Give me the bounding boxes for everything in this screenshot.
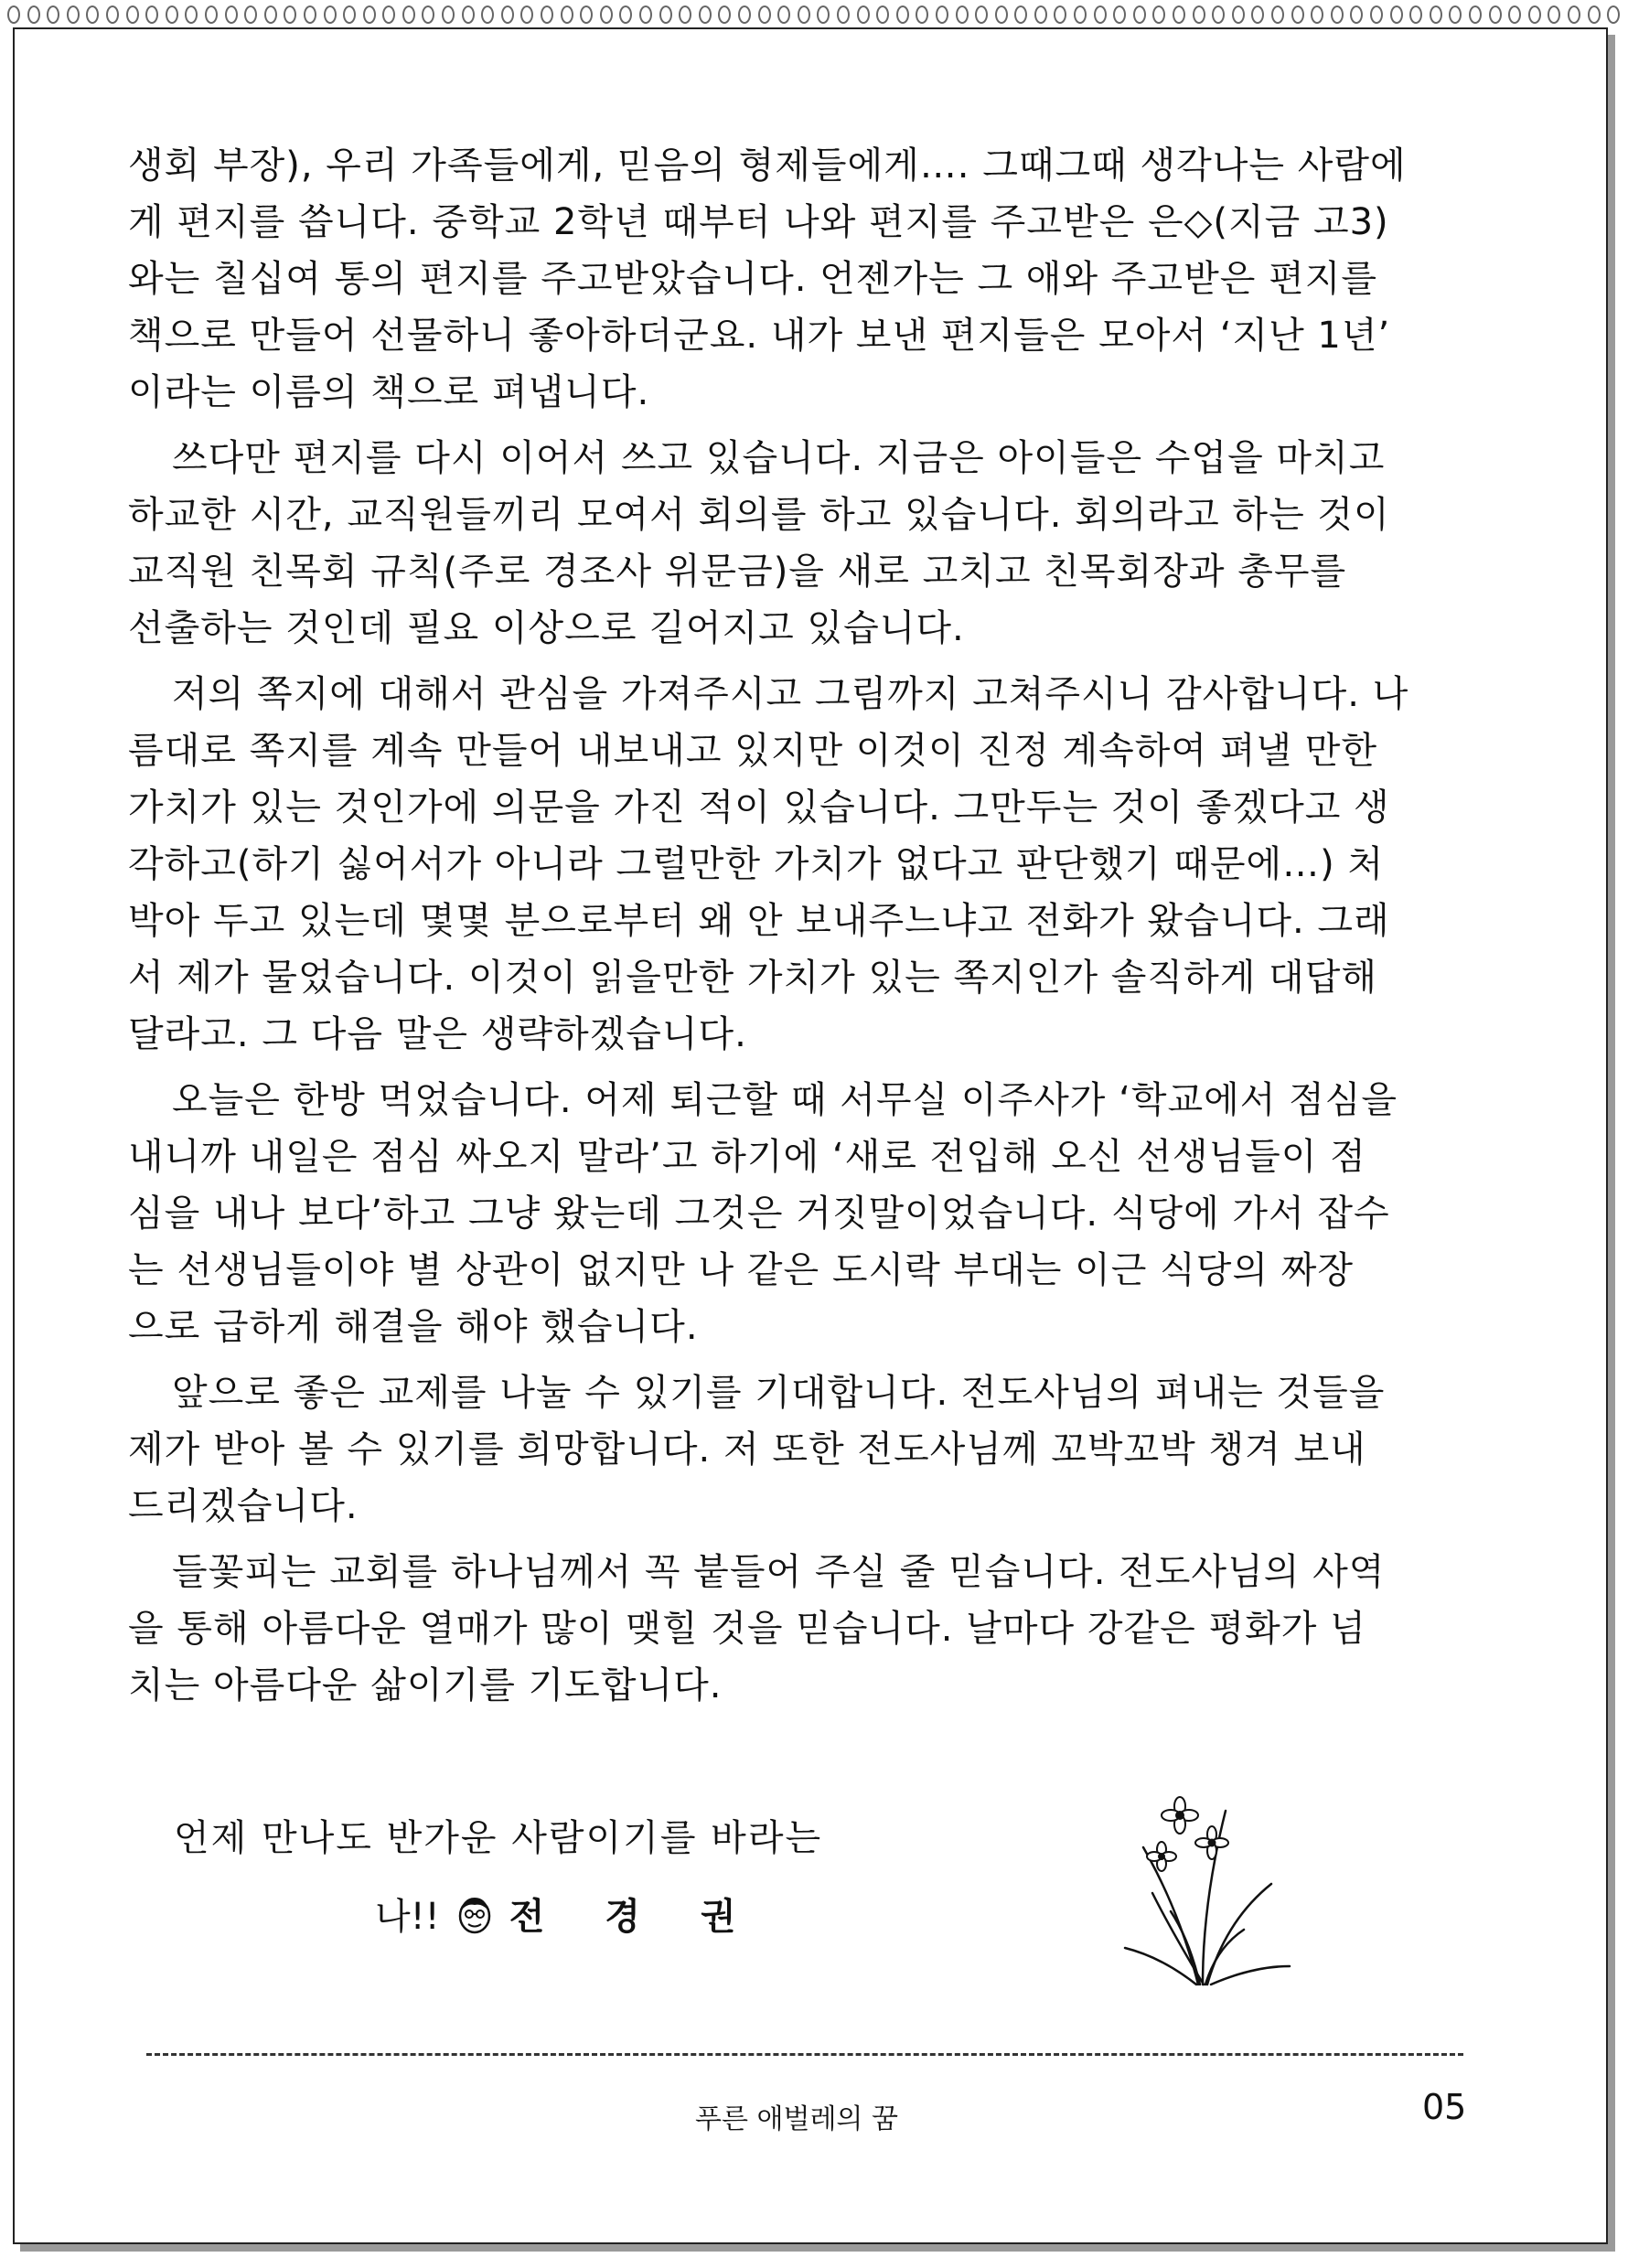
text-line: 앞으로 좋은 교제를 나눌 수 있기를 기대합니다. 전도사님의 펴내는 것들을 (172, 1372, 1386, 1414)
spiral-ring (857, 5, 870, 24)
spiral-ring (402, 5, 415, 24)
spiral-ring (244, 5, 257, 24)
footer-title: 푸른 애벌레의 꿈 (695, 2103, 898, 2135)
spiral-ring (1350, 5, 1363, 24)
letter-body (128, 137, 1500, 1723)
paragraph (128, 137, 1500, 421)
spiral-ring (264, 5, 277, 24)
spiral-ring (1054, 5, 1066, 24)
spiral-ring (1173, 5, 1185, 24)
text-line: 름대로 쪽지를 계속 만들어 내보내고 있지만 이것이 진정 계속하여 펴낼 만한 (128, 730, 1377, 772)
spiral-ring (817, 5, 830, 24)
text-line: 저의 쪽지에 대해서 관심을 가져주시고 그림까지 고쳐주시니 감사합니다. 나 (172, 673, 1409, 715)
spiral-ring (166, 5, 178, 24)
text-line: 와는 칠십여 통의 편지를 주고받았습니다. 언젠가는 그 애와 주고받은 편지를 (128, 258, 1377, 300)
spiral-ring (896, 5, 909, 24)
spiral-ring (1291, 5, 1304, 24)
spiral-ring (1212, 5, 1225, 24)
spiral-ring (1607, 5, 1620, 24)
text-line: 이라는 이름의 책으로 펴냅니다. (128, 371, 650, 413)
spiral-ring (284, 5, 296, 24)
text-line: 제가 받아 볼 수 있기를 희망합니다. 저 또한 전도사님께 꼬박꼬박 챙겨 보내 (128, 1428, 1366, 1471)
text-line: 달라고. 그 다음 말은 생략하겠습니다. (128, 1013, 747, 1055)
spiral-ring (126, 5, 139, 24)
paragraph (128, 1072, 1500, 1355)
spiral-ring (225, 5, 238, 24)
spiral-ring (916, 5, 928, 24)
spiral-ring (580, 5, 593, 24)
spiral-ring (936, 5, 948, 24)
spiral-ring (67, 5, 80, 24)
paragraph (128, 666, 1500, 1063)
text-line: 서 제가 물었습니다. 이것이 읽을만한 가치가 있는 쪽지인가 솔직하게 대답해 (128, 957, 1377, 999)
spiral-ring (1370, 5, 1383, 24)
text-line: 들꽃피는 교회를 하나님께서 꼭 붙들어 주실 줄 믿습니다. 전도사님의 사역 (172, 1551, 1386, 1593)
signature-name: 전 경 권 (509, 1896, 760, 1938)
spiral-ring (956, 5, 969, 24)
footer-divider (146, 2053, 1463, 2056)
spiral-ring (1588, 5, 1601, 24)
face-icon (456, 1894, 493, 1934)
spiral-ring (86, 5, 99, 24)
spiral-ring (422, 5, 434, 24)
text-line: 심을 내나 보다’하고 그냥 왔는데 그것은 거짓말이었습니다. 식당에 가서 잡수 (128, 1193, 1390, 1235)
text-line: 으로 급하게 해결을 해야 했습니다. (128, 1306, 699, 1348)
spiral-ring (47, 5, 59, 24)
spiral-ring (1271, 5, 1284, 24)
spiral-ring (758, 5, 771, 24)
spiral-ring (1548, 5, 1560, 24)
text-line: 쓰다만 편지를 다시 이어서 쓰고 있습니다. 지금은 아이들은 수업을 마치고 (172, 437, 1386, 479)
spiral-ring (561, 5, 573, 24)
spiral-ring (876, 5, 889, 24)
spiral-ring (837, 5, 850, 24)
spiral-ring (1113, 5, 1126, 24)
spiral-ring (205, 5, 218, 24)
spiral-ring (798, 5, 810, 24)
spiral-ring (619, 5, 632, 24)
spiral-ring (995, 5, 1008, 24)
spiral-ring (27, 5, 40, 24)
text-line: 내니까 내일은 점심 싸오지 말라’고 하기에 ‘새로 전입해 오신 선생님들이 점 (128, 1136, 1366, 1178)
signature-prefix: 나!! (375, 1896, 440, 1938)
text-line: 드리겠습니다. (128, 1485, 359, 1527)
spiral-ring (1251, 5, 1264, 24)
spiral-ring (1390, 5, 1403, 24)
spiral-ring (442, 5, 455, 24)
paragraph (128, 1364, 1500, 1535)
text-line: 각하고(하기 싫어서가 아니라 그럴만한 가치가 없다고 판단했기 때문에…) 처 (128, 843, 1385, 885)
spiral-ring (1094, 5, 1107, 24)
spiral-ring (304, 5, 316, 24)
spiral-ring (501, 5, 514, 24)
spiral-ring (541, 5, 553, 24)
spiral-ring (777, 5, 790, 24)
closing-line: 언제 만나도 반가운 사람이기를 바라는 (174, 1817, 823, 1859)
text-line: 책으로 만들어 선물하니 좋아하더군요. 내가 보낸 편지들은 모아서 ‘지난 1년’ (128, 315, 1391, 357)
spiral-ring (1528, 5, 1541, 24)
spiral-ring (1133, 5, 1146, 24)
spiral-ring (520, 5, 533, 24)
text-line: 교직원 친목회 규칙(주로 경조사 위문금)을 새로 고치고 친목회장과 총무를 (128, 551, 1347, 593)
spiral-ring (481, 5, 494, 24)
spiral-ring (1074, 5, 1087, 24)
spiral-ring (363, 5, 376, 24)
spiral-ring (382, 5, 395, 24)
text-line: 치는 아름다운 삶이기를 기도합니다. (128, 1664, 723, 1706)
spiral-ring (1311, 5, 1323, 24)
spiral-ring (324, 5, 337, 24)
text-line: 생회 부장), 우리 가족들에게, 믿음의 형제들에게…. 그때그때 생각나는 사람에 (128, 144, 1407, 187)
spiral-ring (1331, 5, 1344, 24)
spiral-ring (718, 5, 731, 24)
signature (375, 1888, 760, 1940)
spiral-ring (1449, 5, 1462, 24)
spiral-ring (1193, 5, 1205, 24)
spiral-ring (1568, 5, 1580, 24)
text-line: 을 통해 아름다운 열매가 많이 맺힐 것을 믿습니다. 날마다 강같은 평화가 넘 (128, 1608, 1366, 1650)
spiral-ring (145, 5, 158, 24)
spiral-ring (343, 5, 356, 24)
text-line: 가치가 있는 것인가에 의문을 가진 적이 있습니다. 그만두는 것이 좋겠다고 생 (128, 786, 1390, 829)
text-line: 선출하는 것인데 필요 이상으로 길어지고 있습니다. (128, 607, 965, 649)
text-line: 박아 두고 있는데 몇몇 분으로부터 왜 안 보내주느냐고 전화가 왔습니다. 그래 (128, 900, 1390, 942)
spiral-binding (0, 0, 1628, 31)
flower-illustration (1116, 1774, 1299, 1994)
spiral-ring (106, 5, 119, 24)
spiral-ring (659, 5, 672, 24)
spiral-ring (1508, 5, 1521, 24)
spiral-ring (1469, 5, 1482, 24)
spiral-ring (1430, 5, 1442, 24)
spiral-ring (975, 5, 988, 24)
spiral-ring (1232, 5, 1245, 24)
spiral-ring (738, 5, 751, 24)
spiral-ring (7, 5, 20, 24)
paragraph (128, 1544, 1500, 1714)
page-number: 05 (1422, 2087, 1467, 2127)
spiral-ring (1409, 5, 1422, 24)
text-line: 오늘은 한방 먹었습니다. 어제 퇴근할 때 서무실 이주사가 ‘학교에서 점심을 (172, 1079, 1398, 1121)
spiral-ring (679, 5, 691, 24)
spiral-ring (699, 5, 712, 24)
paragraph (128, 430, 1500, 657)
spiral-ring (639, 5, 652, 24)
spiral-ring (1034, 5, 1047, 24)
spiral-ring (600, 5, 613, 24)
spiral-ring (1489, 5, 1502, 24)
spiral-ring (1014, 5, 1027, 24)
text-line: 하교한 시간, 교직원들끼리 모여서 회의를 하고 있습니다. 회의라고 하는 것이 (128, 494, 1390, 536)
spiral-ring (185, 5, 198, 24)
spiral-ring (1152, 5, 1165, 24)
text-line: 는 선생님들이야 별 상관이 없지만 나 같은 도시락 부대는 이근 식당의 짜장 (128, 1249, 1355, 1291)
text-line: 게 편지를 씁니다. 중학교 2학년 때부터 나와 편지를 주고받은 은◇(지금 고3) (128, 201, 1389, 243)
spiral-ring (462, 5, 475, 24)
